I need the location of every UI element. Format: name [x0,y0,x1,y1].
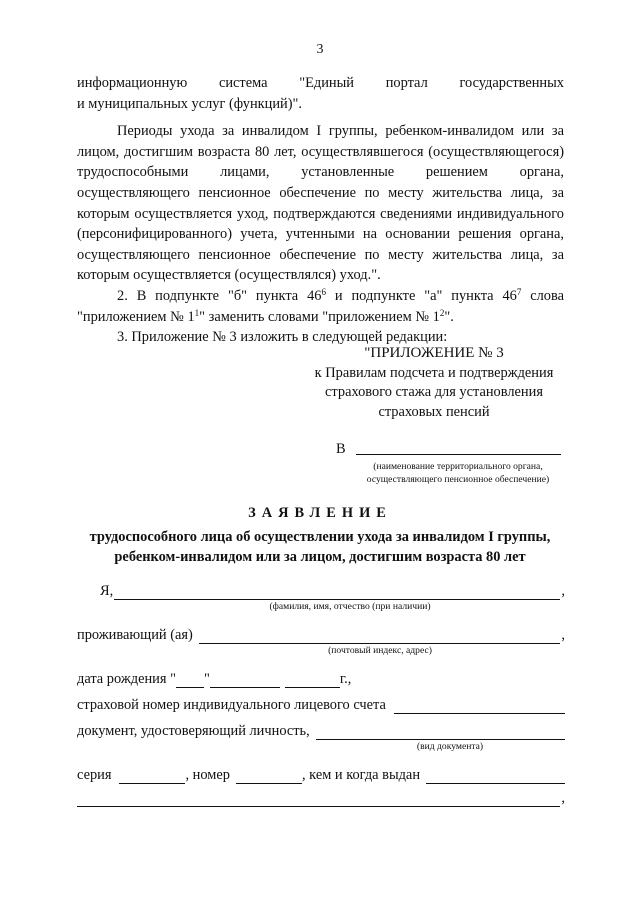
address-caption: (почтовый индекс, адрес) [328,645,432,656]
paragraph-4: 3. Приложение № 3 изложить в следующей редакции: [117,329,448,346]
issued-continuation-line[interactable] [77,792,560,807]
address-field[interactable]: проживающий (ая) , [77,627,565,643]
name-caption: (фамилия, имя, отчество (при наличии) [269,601,431,612]
appendix-line-1: к Правилам подсчета и подтверждения [314,364,554,381]
address-input-line[interactable] [199,629,561,644]
number-input[interactable] [236,769,302,784]
appendix-line-2: страхового стажа для установления [325,384,543,400]
id-document-input-line[interactable] [316,725,565,740]
appendix-header [304,344,564,422]
birth-day-input[interactable] [176,673,204,688]
paragraph-3: 2. В подпункте "б" пункта $46^6$ и подпункте "а" пункта $46^7$ слова "приложением № $1^1$" заменить словами "приложением № $1^2$". [77,286,564,325]
paragraph-1-line-1: информационную система "Единый портал государственных [77,75,564,91]
paragraph-2: Периоды ухода за инвалидом I группы, ребенком-инвалидом или за лицом, достигшим возраста 80 лет, осуществлявшегося (осуществляющегося) трудоспособными лицами, установленные решением органа, осуществляющего пенсионное обеспечение по месту жительства лица, за которым осуществляется уход, подтверждаются сведениями индивидуального (персонифицированного) учета, учтенными на основании решения органа, осуществляющего пенсионное обеспечение по месту жительства лица, за которым осуществляется (осуществлялся) уход.". [77,123,564,284]
document-subtitle: трудоспособного лица об осуществлении ухода за инвалидом I группы, ребенком-инвалидом или за лицом, достигшим возраста 80 лет [89,529,551,565]
name-input-line[interactable] [114,585,560,600]
addressee-caption: (наименование территориального органа, осуществляющего пенсионное обеспечение) [366,461,550,485]
paragraph-1-line-2: и муниципальных услуг (функций)". [77,95,303,112]
id-document-caption: (вид документа) [416,741,484,752]
issued-continuation-field[interactable]: , [77,790,565,807]
issued-by-input[interactable] [426,769,565,784]
snils-input-line[interactable] [394,699,565,714]
birth-year-input[interactable] [285,673,340,688]
addressee-input-line[interactable] [356,454,561,455]
name-field[interactable]: Я, , [100,583,565,599]
id-document-field[interactable]: документ, удостоверяющий личность, [77,723,565,740]
page-number: 3 [316,42,324,57]
birth-date-field[interactable]: дата рождения " " г., [77,671,352,687]
addressee-field[interactable]: В [336,441,561,458]
birth-month-input[interactable] [210,673,280,688]
series-input[interactable] [119,769,185,784]
snils-field[interactable]: страховой номер индивидуального лицевого счета [77,697,565,714]
document-title: ЗАЯВЛЕНИЕ [248,505,392,521]
series-number-field[interactable]: серия , номер , кем и когда выдан [77,767,565,784]
appendix-title: "ПРИЛОЖЕНИЕ № 3 [364,345,504,361]
appendix-line-3: страховых пенсий [378,403,490,420]
body-text [77,73,564,348]
